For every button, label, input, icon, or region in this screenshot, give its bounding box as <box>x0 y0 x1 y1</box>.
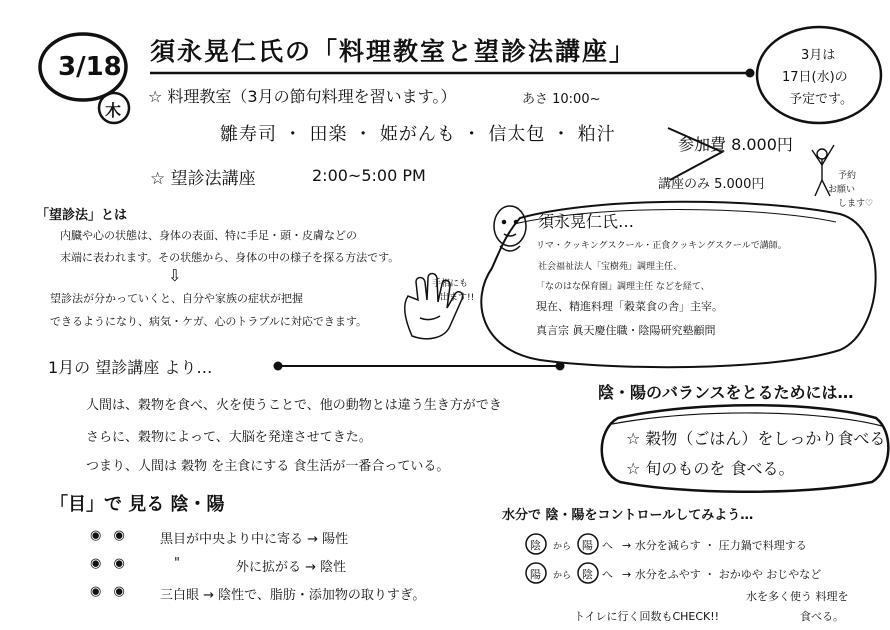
fee-lecture-only: 講座のみ 5.000円 <box>658 177 765 192</box>
water-heading: 水分で 陰・陽をコントロールしてみよう… <box>502 508 754 523</box>
water-row-2-to: 陰 <box>582 568 593 581</box>
eyes-heading: 「目」で 見る 陰・陽 <box>50 494 225 515</box>
notice-line-3: 予定です。 <box>789 92 853 107</box>
eyes-row-1: 黒目が中央より中に寄る → 陽性 <box>160 532 349 547</box>
profile-name: 須永晃仁氏… <box>538 212 635 231</box>
january-line-3: つまり、人間は 穀物 を主食にする 食生活が一番合っている。 <box>86 459 450 474</box>
boshin-heading: 「望診法」とは <box>36 208 128 223</box>
january-heading: 1月の 望診講座 より… <box>48 358 213 377</box>
boshin-line-2: 末端に表われます。その状態から、身体の中の様子を探る方法です。 <box>60 251 400 264</box>
eyes-row-2-mark: " <box>174 556 180 571</box>
eye-icon: ◉ ◉ <box>90 556 129 571</box>
balance-item-1: ☆ 穀物（ごはん）をしっかり食べる <box>626 429 886 448</box>
page-title: 須永晃仁氏の「料理教室と望診法講座」 <box>150 37 637 66</box>
cooking-time: あさ 10:00~ <box>522 92 601 107</box>
profile-face <box>494 206 526 251</box>
cooking-menu: 雛寿司 ・ 田楽 ・ 姫がんも ・ 信太包 ・ 粕汁 <box>220 124 616 145</box>
water-row-1-mid: から <box>553 542 572 552</box>
water-row-1-suffix: へ <box>602 539 613 552</box>
balance-item-2: ☆ 旬のものを 食べる。 <box>626 459 795 478</box>
water-row-2-from: 陽 <box>530 568 541 581</box>
eyes-row-3: 三白眼 → 陰性で、脂肪・添加物の取りすぎ。 <box>160 588 426 603</box>
profile-line-5: 真言宗 眞天慶住職・陰陽研究塾顧問 <box>536 324 716 337</box>
hand-note-line-1: 手相にも <box>432 279 469 289</box>
water-row-2-text-2: 水を多く使う 料理を <box>746 590 849 603</box>
water-row-2-text: → 水分をふやす ・ おかゆや おじやなど <box>622 568 822 581</box>
boshin-line-4: できるようになり、病気・ケガ、心のトラブルに対応できます。 <box>50 315 368 328</box>
water-row-1-text: → 水分を減らす ・ 圧力鍋で料理する <box>622 539 807 552</box>
water-row-2-mid: から <box>553 571 572 581</box>
notice-line-1: 3月は <box>801 48 836 63</box>
eye-icon: ◉ ◉ <box>90 584 129 599</box>
date-text: 3/18 <box>58 52 122 82</box>
january-line-2: さらに、穀物によって、大脳を発達させてきた。 <box>86 430 372 445</box>
eye-icon: ◉ ◉ <box>90 528 129 543</box>
notice-line-2: 17日(水)の <box>782 70 848 85</box>
water-row-1-to: 陽 <box>582 539 593 552</box>
water-row-2-suffix: へ <box>602 568 613 581</box>
reservation-line-3: します♡ <box>838 199 874 209</box>
water-footer: トイレに行く回数もCHECK!! <box>574 610 720 623</box>
profile-line-3: 「なのはな保育園」調理主任 などを経て、 <box>536 282 710 292</box>
eyes-row-2: 外に拡がる → 陰性 <box>236 560 347 575</box>
weekday-text: 木 <box>105 101 122 120</box>
hand-note-line-2: 出ます!! <box>440 293 475 303</box>
boshin-line-3: 望診法が分かっていくと、自分や家族の症状が把握 <box>50 292 303 305</box>
january-line-1: 人間は、穀物を食べ、火を使うことで、他の動物とは違う生き方ができ <box>86 398 502 413</box>
lecture-time: 2:00~5:00 PM <box>312 166 426 185</box>
cooking-heading: ☆ 料理教室（3月の節句料理を習います。） <box>148 87 457 106</box>
reservation-line-1: 予約 <box>838 171 857 181</box>
lecture-heading: ☆ 望診法講座 <box>150 169 256 189</box>
profile-line-1: リマ・クッキングスクール・正食クッキングスクールで講師。 <box>536 241 787 251</box>
boshin-arrow: ⇩ <box>168 266 182 285</box>
boshin-line-1: 内臓や心の状態は、身体の表面、特に手足・頭・皮膚などの <box>60 229 357 242</box>
water-row-1-from: 陰 <box>530 539 541 552</box>
profile-line-4: 現在、精進料理「穀菜食の舎」主宰。 <box>536 300 723 313</box>
balance-heading: 陰・陽のバランスをとるためには… <box>598 383 854 402</box>
fee-full: 参加費 8.000円 <box>678 135 793 154</box>
title-underline-dot <box>746 69 755 78</box>
profile-line-2: 社会福祉法人「宝樹苑」調理主任、 <box>538 262 683 272</box>
water-row-2-text-3: 食べる。 <box>800 610 844 623</box>
reservation-line-2: お願い <box>828 185 856 195</box>
